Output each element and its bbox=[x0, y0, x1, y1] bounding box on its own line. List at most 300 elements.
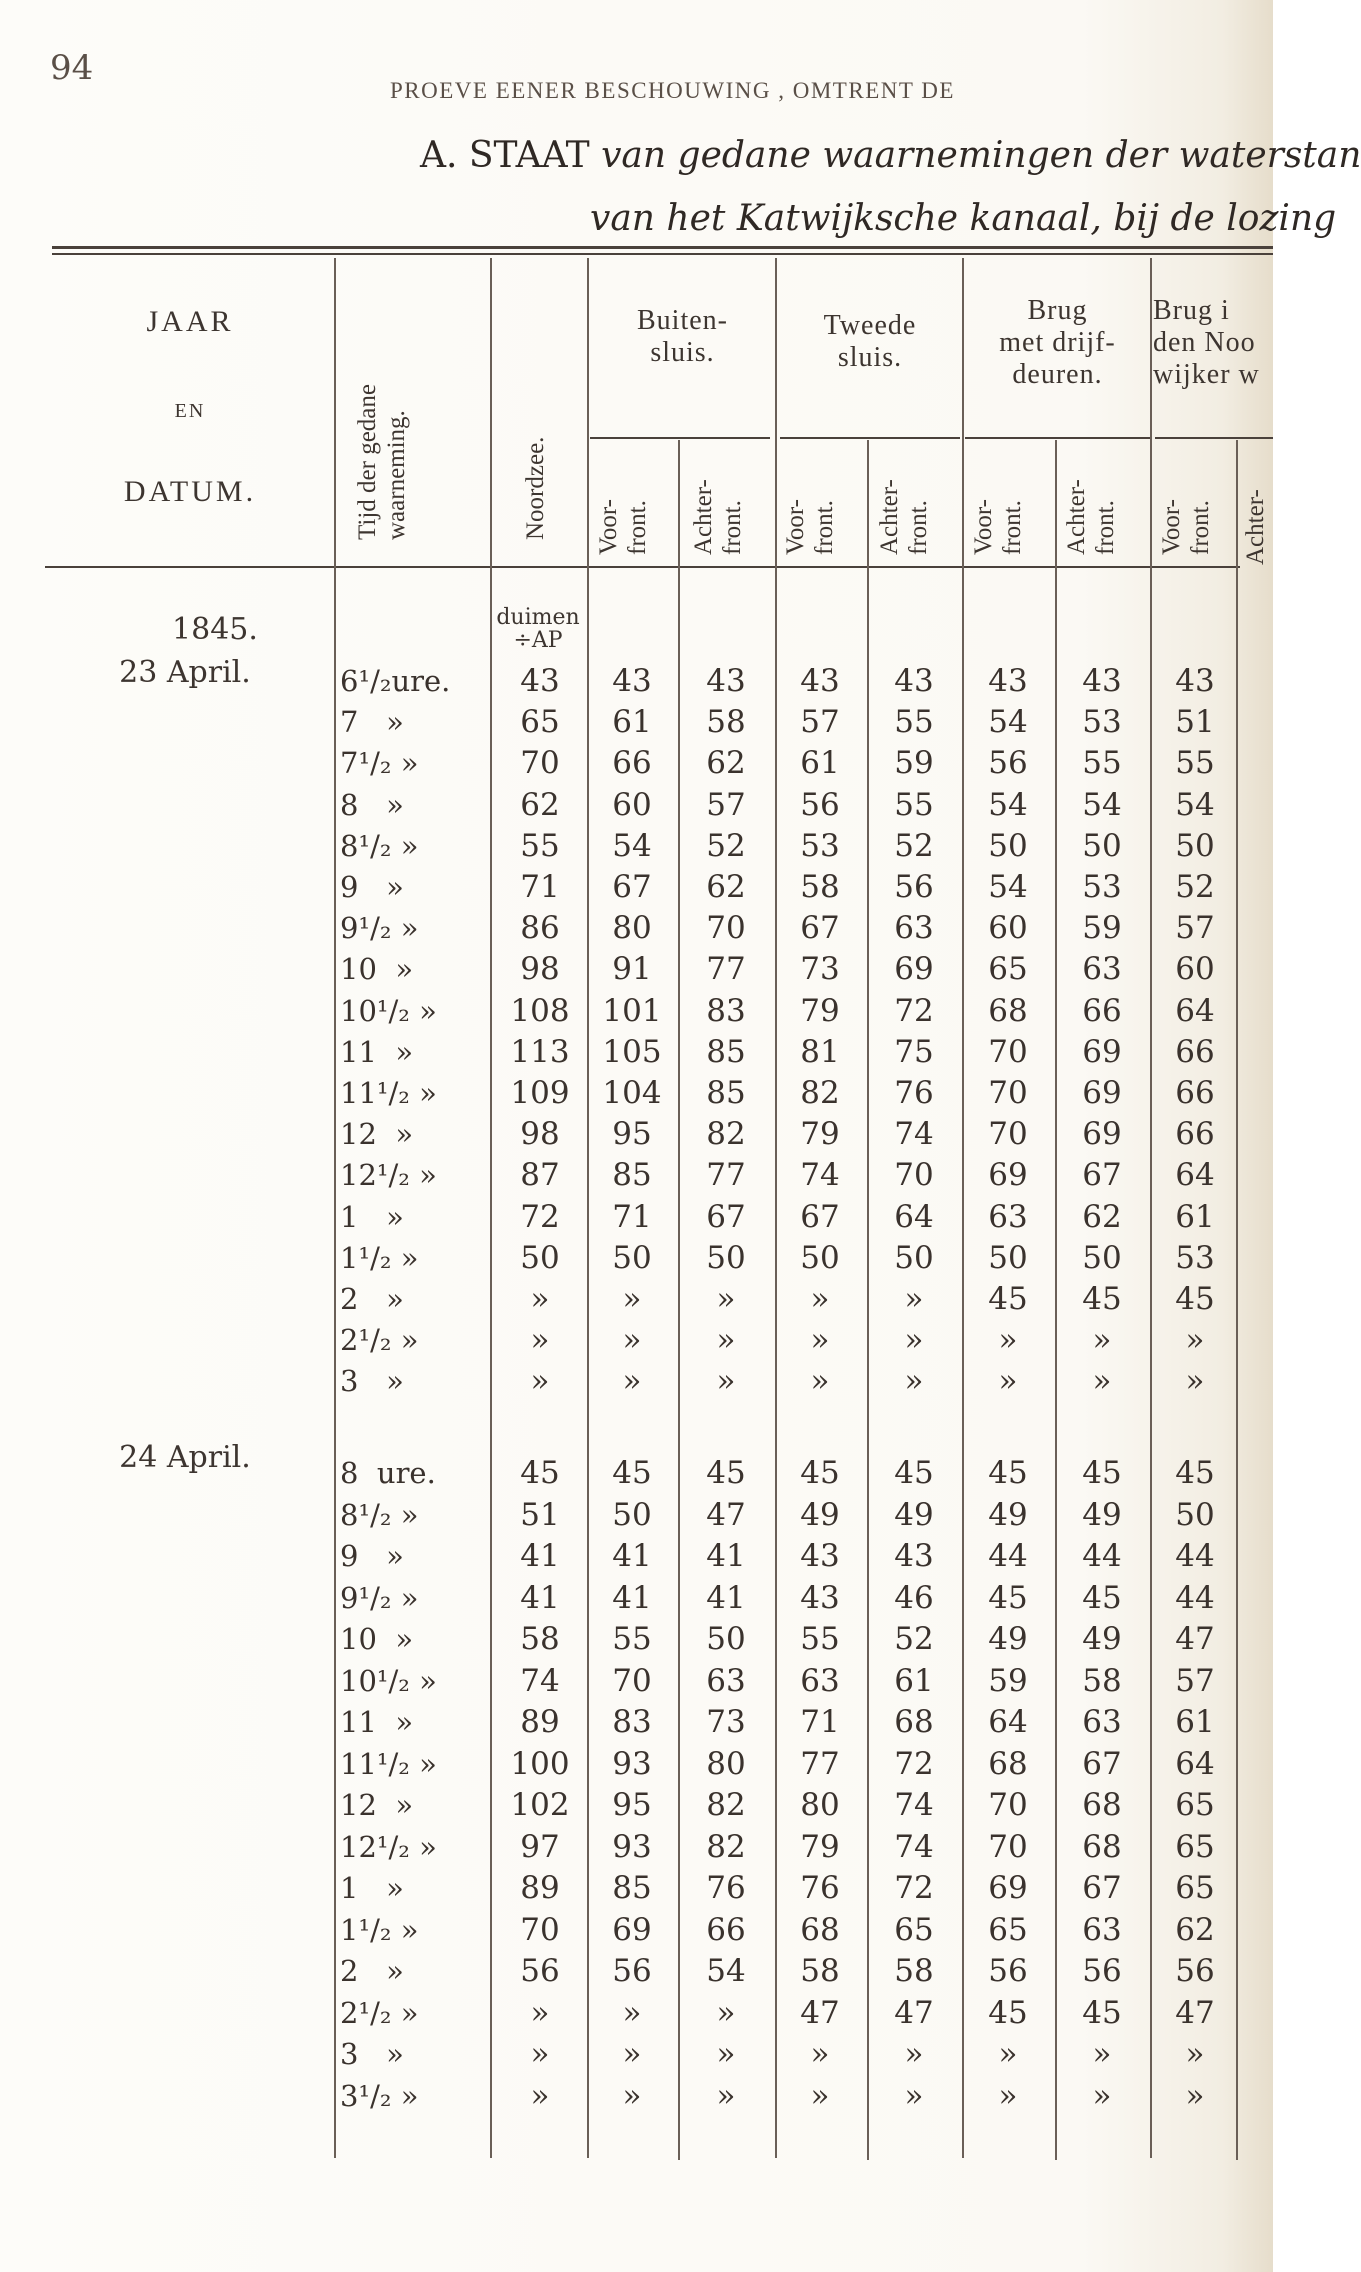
time-cell: 12 » bbox=[340, 1788, 414, 1822]
value-cell: » bbox=[1185, 2077, 1205, 2114]
value-cell: 98 bbox=[520, 951, 560, 988]
value-cell: 67 bbox=[706, 1198, 746, 1235]
value-cell: 50 bbox=[520, 1239, 560, 1276]
value-cell: » bbox=[1092, 2077, 1112, 2114]
value-cell: 45 bbox=[1082, 1281, 1122, 1317]
time-cell: 9 » bbox=[340, 1539, 404, 1573]
value-cell: 41 bbox=[520, 1579, 560, 1616]
time-cell: 12¹/₂ » bbox=[340, 1158, 437, 1193]
value-cell: 68 bbox=[1082, 1787, 1122, 1823]
header-buitensluis-line2: sluis. bbox=[650, 337, 715, 369]
header-tijd-line2: waarneming. bbox=[382, 410, 410, 540]
value-cell: 63 bbox=[800, 1662, 840, 1699]
time-cell: 1 » bbox=[340, 1199, 404, 1234]
header-tijd-line1: Tijd der gedane bbox=[354, 384, 381, 540]
time-cell: 10 » bbox=[340, 1622, 414, 1656]
table-row bbox=[0, 1154, 1273, 1196]
value-cell: 68 bbox=[988, 1745, 1028, 1782]
value-cell: 71 bbox=[520, 869, 560, 905]
value-cell: 70 bbox=[520, 1911, 560, 1948]
value-cell: 43 bbox=[706, 663, 746, 699]
value-cell: 58 bbox=[800, 1953, 840, 1989]
value-cell: 41 bbox=[706, 1579, 746, 1616]
subheader-text: Achter- bbox=[1242, 489, 1269, 565]
value-cell: 79 bbox=[800, 1828, 840, 1865]
date-label-23-april: 23 April. bbox=[119, 655, 251, 690]
table-row bbox=[0, 1618, 1273, 1660]
value-cell: 58 bbox=[1082, 1662, 1122, 1699]
value-cell: 45 bbox=[894, 1455, 934, 1491]
value-cell: » bbox=[622, 1322, 642, 1359]
value-cell: » bbox=[904, 1363, 924, 1400]
value-cell: 69 bbox=[1082, 1116, 1122, 1153]
value-cell: 56 bbox=[1175, 1953, 1215, 1989]
subheader-text: front. bbox=[810, 500, 838, 555]
value-cell: 62 bbox=[706, 869, 746, 905]
table-row bbox=[0, 1319, 1273, 1361]
value-cell: 65 bbox=[1175, 1787, 1215, 1823]
value-cell: 65 bbox=[1175, 1870, 1215, 1906]
value-cell: 85 bbox=[706, 1033, 746, 1070]
value-cell: 47 bbox=[706, 1496, 746, 1533]
table-row bbox=[0, 907, 1273, 949]
value-cell: 93 bbox=[612, 1828, 652, 1865]
value-cell: 66 bbox=[1175, 1033, 1215, 1070]
header-datum: DATUM. bbox=[123, 475, 257, 508]
value-cell: 49 bbox=[1082, 1621, 1122, 1657]
header-tweede-sluis-line2: sluis. bbox=[837, 342, 903, 374]
value-cell: » bbox=[530, 2036, 550, 2072]
value-cell: » bbox=[998, 1363, 1018, 1400]
value-cell: 45 bbox=[1175, 1455, 1215, 1491]
value-cell: 50 bbox=[988, 827, 1028, 864]
table-row bbox=[0, 1237, 1273, 1279]
value-cell: 61 bbox=[1175, 1198, 1215, 1235]
value-cell: 55 bbox=[612, 1621, 652, 1657]
value-cell: » bbox=[810, 2036, 830, 2072]
value-cell: 69 bbox=[1082, 1075, 1122, 1111]
value-cell: 73 bbox=[706, 1704, 746, 1740]
time-cell: 1¹/₂ » bbox=[340, 1912, 419, 1947]
value-cell: 41 bbox=[520, 1538, 560, 1574]
subheader-buiten-voor bbox=[595, 499, 653, 555]
value-cell: 49 bbox=[1082, 1496, 1122, 1533]
value-cell: 68 bbox=[800, 1911, 840, 1948]
value-cell: 81 bbox=[800, 1033, 840, 1070]
time-cell: 11 » bbox=[340, 1705, 414, 1739]
value-cell: 65 bbox=[988, 951, 1028, 988]
value-cell: 43 bbox=[612, 663, 652, 699]
value-cell: 67 bbox=[800, 910, 840, 947]
value-cell: 109 bbox=[510, 1075, 570, 1111]
value-cell: 76 bbox=[894, 1075, 934, 1111]
value-cell: 45 bbox=[1082, 1579, 1122, 1616]
value-cell: 71 bbox=[800, 1704, 840, 1740]
header-bottom-rule bbox=[45, 566, 1240, 568]
value-cell: 59 bbox=[988, 1662, 1028, 1699]
time-cell: 2 » bbox=[340, 1282, 404, 1316]
value-cell: » bbox=[530, 2077, 550, 2114]
value-cell: 43 bbox=[800, 663, 840, 699]
value-cell: 82 bbox=[706, 1116, 746, 1153]
table-row bbox=[0, 1196, 1273, 1238]
value-cell: 41 bbox=[612, 1579, 652, 1616]
value-cell: 57 bbox=[706, 786, 746, 823]
value-cell: 49 bbox=[988, 1496, 1028, 1533]
table-row bbox=[0, 1278, 1273, 1320]
value-cell: 50 bbox=[988, 1239, 1028, 1276]
time-cell: 10¹/₂ » bbox=[340, 993, 437, 1028]
value-cell: 65 bbox=[894, 1911, 934, 1948]
value-cell: 82 bbox=[800, 1075, 840, 1111]
value-cell: 50 bbox=[612, 1496, 652, 1533]
value-cell: 63 bbox=[1082, 1911, 1122, 1948]
value-cell: 58 bbox=[520, 1621, 560, 1657]
value-cell: 64 bbox=[894, 1198, 934, 1235]
table-row bbox=[0, 1072, 1273, 1114]
value-cell: 65 bbox=[988, 1911, 1028, 1948]
value-cell: 74 bbox=[800, 1157, 840, 1194]
table-row bbox=[0, 866, 1273, 908]
value-cell: 63 bbox=[1082, 1704, 1122, 1740]
value-cell: 44 bbox=[988, 1538, 1028, 1574]
value-cell: 74 bbox=[894, 1787, 934, 1823]
value-cell: 43 bbox=[894, 1538, 934, 1574]
value-cell: 65 bbox=[1175, 1828, 1215, 1865]
subheader-text: front. bbox=[1186, 500, 1214, 555]
value-cell: 63 bbox=[988, 1198, 1028, 1235]
value-cell: » bbox=[1185, 1363, 1205, 1400]
value-cell: 113 bbox=[510, 1033, 570, 1070]
table-title bbox=[420, 135, 1361, 176]
table-row bbox=[0, 1031, 1273, 1073]
value-cell: » bbox=[716, 1994, 736, 2031]
table-row bbox=[0, 2075, 1273, 2117]
value-cell: 63 bbox=[1082, 951, 1122, 988]
value-cell: » bbox=[716, 1363, 736, 1400]
value-cell: 47 bbox=[1175, 1994, 1215, 2031]
value-cell: 53 bbox=[800, 827, 840, 864]
value-cell: 105 bbox=[602, 1033, 662, 1070]
value-cell: 61 bbox=[800, 745, 840, 782]
value-cell: 108 bbox=[510, 992, 570, 1029]
subheader-buiten-achter bbox=[690, 479, 748, 555]
value-cell: 70 bbox=[988, 1116, 1028, 1153]
time-cell: 12 » bbox=[340, 1117, 414, 1152]
group-rule-buiten bbox=[590, 437, 770, 439]
value-cell: 50 bbox=[800, 1239, 840, 1276]
value-cell: 66 bbox=[1082, 992, 1122, 1029]
value-cell: 53 bbox=[1082, 869, 1122, 905]
date-label-24-april: 24 April. bbox=[119, 1440, 251, 1475]
value-cell: 70 bbox=[520, 745, 560, 782]
value-cell: 72 bbox=[520, 1198, 560, 1235]
value-cell: 70 bbox=[612, 1662, 652, 1699]
subheader-text: Achter- bbox=[1063, 479, 1090, 555]
value-cell: 56 bbox=[1082, 1953, 1122, 1989]
value-cell: 83 bbox=[706, 992, 746, 1029]
value-cell: 56 bbox=[520, 1953, 560, 1989]
subheader-text: Voor- bbox=[595, 499, 622, 555]
value-cell: 64 bbox=[1175, 992, 1215, 1029]
value-cell: » bbox=[810, 2077, 830, 2114]
subheader-text: Voor- bbox=[970, 499, 997, 555]
value-cell: 45 bbox=[988, 1579, 1028, 1616]
table-row bbox=[0, 1577, 1273, 1619]
value-cell: 52 bbox=[894, 827, 934, 864]
subheader-text: Achter- bbox=[876, 479, 903, 555]
value-cell: 87 bbox=[520, 1157, 560, 1194]
value-cell: 45 bbox=[706, 1455, 746, 1491]
value-cell: 54 bbox=[988, 704, 1028, 741]
time-cell: 7 » bbox=[340, 705, 404, 740]
value-cell: 57 bbox=[1175, 1662, 1215, 1699]
value-cell: 62 bbox=[1082, 1198, 1122, 1235]
value-cell: 46 bbox=[894, 1579, 934, 1616]
table-title-prefix: A. STAAT bbox=[420, 135, 590, 176]
value-cell: 50 bbox=[1082, 827, 1122, 864]
table-row bbox=[0, 1784, 1273, 1826]
value-cell: 47 bbox=[800, 1994, 840, 2031]
value-cell: 44 bbox=[1175, 1538, 1215, 1574]
table-row bbox=[0, 1494, 1273, 1536]
value-cell: 83 bbox=[612, 1704, 652, 1740]
value-cell: 56 bbox=[988, 745, 1028, 782]
value-cell: 85 bbox=[612, 1157, 652, 1194]
value-cell: 64 bbox=[1175, 1157, 1215, 1194]
value-cell: 85 bbox=[706, 1075, 746, 1111]
value-cell: 70 bbox=[988, 1075, 1028, 1111]
subheader-text: front. bbox=[998, 500, 1026, 555]
table-row bbox=[0, 948, 1273, 990]
value-cell: 56 bbox=[988, 1953, 1028, 1989]
value-cell: » bbox=[716, 2036, 736, 2072]
table-row bbox=[0, 784, 1273, 826]
header-brug-noordwijker-line3: wijker w bbox=[1153, 359, 1260, 391]
value-cell: 69 bbox=[988, 1157, 1028, 1194]
value-cell: 51 bbox=[1175, 704, 1215, 741]
header-buitensluis-line1: Buiten- bbox=[637, 305, 728, 336]
table-row bbox=[0, 1113, 1273, 1155]
value-cell: 69 bbox=[988, 1870, 1028, 1906]
value-cell: 45 bbox=[1175, 1281, 1215, 1317]
value-cell: » bbox=[810, 1322, 830, 1359]
subheader-text: Achter- bbox=[690, 479, 717, 555]
subheader-noord-voor bbox=[1158, 499, 1216, 555]
table-row bbox=[0, 1992, 1273, 2034]
value-cell: 44 bbox=[1175, 1579, 1215, 1616]
value-cell: » bbox=[716, 2077, 736, 2114]
value-cell: 52 bbox=[706, 827, 746, 864]
subheader-tweede-achter bbox=[876, 479, 934, 555]
value-cell: 66 bbox=[1175, 1116, 1215, 1153]
time-cell: 11 » bbox=[340, 1034, 414, 1069]
value-cell: 54 bbox=[612, 827, 652, 864]
value-cell: 55 bbox=[800, 1621, 840, 1657]
time-cell: 8 » bbox=[340, 787, 404, 822]
value-cell: 54 bbox=[988, 869, 1028, 905]
value-cell: 55 bbox=[894, 786, 934, 823]
value-cell: 79 bbox=[800, 992, 840, 1029]
value-cell: 43 bbox=[1175, 663, 1215, 699]
value-cell: 80 bbox=[800, 1787, 840, 1823]
header-jaar: JAAR bbox=[146, 305, 234, 338]
table-row bbox=[0, 660, 1273, 702]
value-cell: » bbox=[622, 2077, 642, 2114]
header-brug-noordwijker bbox=[1153, 295, 1273, 392]
value-cell: » bbox=[622, 1281, 642, 1317]
value-cell: 93 bbox=[612, 1745, 652, 1782]
value-cell: 69 bbox=[894, 951, 934, 988]
value-cell: 76 bbox=[706, 1870, 746, 1906]
value-cell: 79 bbox=[800, 1116, 840, 1153]
header-tweede-sluis bbox=[778, 310, 962, 374]
value-cell: 43 bbox=[800, 1538, 840, 1574]
header-noordzee: Noordzee. bbox=[522, 436, 549, 540]
value-cell: 61 bbox=[894, 1662, 934, 1699]
value-cell: 95 bbox=[612, 1116, 652, 1153]
table-row bbox=[0, 742, 1273, 784]
time-cell: 9¹/₂ » bbox=[340, 1580, 419, 1615]
table-row bbox=[0, 1535, 1273, 1577]
table-row bbox=[0, 1909, 1273, 1951]
value-cell: » bbox=[998, 1322, 1018, 1359]
year-label: 1845. bbox=[172, 612, 258, 647]
time-cell: 2¹/₂ » bbox=[340, 1995, 419, 2030]
value-cell: » bbox=[716, 1322, 736, 1359]
subheader-text: front. bbox=[718, 500, 746, 555]
unit-label-line2: ÷AP bbox=[513, 628, 563, 654]
value-cell: » bbox=[622, 2036, 642, 2072]
value-cell: 43 bbox=[1082, 663, 1122, 699]
value-cell: » bbox=[904, 2077, 924, 2114]
value-cell: 82 bbox=[706, 1787, 746, 1823]
value-cell: 60 bbox=[612, 786, 652, 823]
table-row bbox=[0, 1660, 1273, 1702]
subheader-text: Voor- bbox=[782, 499, 809, 555]
value-cell: 50 bbox=[1175, 1496, 1215, 1533]
value-cell: 45 bbox=[988, 1455, 1028, 1491]
value-cell: 63 bbox=[894, 910, 934, 947]
value-cell: 72 bbox=[894, 992, 934, 1029]
header-tweede-sluis-line1: Tweede bbox=[823, 310, 917, 341]
value-cell: 72 bbox=[894, 1745, 934, 1782]
value-cell: 49 bbox=[894, 1496, 934, 1533]
value-cell: 64 bbox=[988, 1704, 1028, 1740]
value-cell: 50 bbox=[1082, 1239, 1122, 1276]
value-cell: » bbox=[622, 1363, 642, 1400]
table-row bbox=[0, 1701, 1273, 1743]
value-cell: 61 bbox=[612, 704, 652, 741]
value-cell: 62 bbox=[520, 786, 560, 823]
time-cell: 12¹/₂ » bbox=[340, 1829, 437, 1864]
value-cell: 55 bbox=[894, 704, 934, 741]
value-cell: 58 bbox=[706, 704, 746, 741]
value-cell: 49 bbox=[800, 1496, 840, 1533]
table-row bbox=[0, 990, 1273, 1032]
value-cell: 43 bbox=[520, 663, 560, 699]
value-cell: 62 bbox=[706, 745, 746, 782]
value-cell: 64 bbox=[1175, 1745, 1215, 1782]
value-cell: 80 bbox=[706, 1745, 746, 1782]
header-brug-drijfdeuren-line2: met drijf- bbox=[999, 327, 1116, 359]
value-cell: » bbox=[530, 1281, 550, 1317]
time-cell: 10 » bbox=[340, 952, 414, 987]
value-cell: 68 bbox=[1082, 1828, 1122, 1865]
subheader-text: front. bbox=[623, 500, 651, 555]
time-cell: 9¹/₂ » bbox=[340, 911, 419, 946]
value-cell: 67 bbox=[612, 869, 652, 905]
value-cell: 55 bbox=[1175, 745, 1215, 782]
group-rule-brug-noord bbox=[1155, 437, 1273, 439]
header-brug-drijfdeuren-line3: deuren. bbox=[1012, 359, 1103, 391]
value-cell: 51 bbox=[520, 1496, 560, 1533]
value-cell: 45 bbox=[988, 1994, 1028, 2031]
value-cell: 65 bbox=[520, 704, 560, 741]
value-cell: 56 bbox=[800, 786, 840, 823]
time-cell: 9 » bbox=[340, 870, 404, 904]
value-cell: 74 bbox=[520, 1662, 560, 1699]
value-cell: 41 bbox=[706, 1538, 746, 1574]
value-cell: 62 bbox=[1175, 1911, 1215, 1948]
value-cell: » bbox=[716, 1281, 736, 1317]
header-brug-drijfdeuren-line1: Brug bbox=[1027, 295, 1088, 326]
value-cell: 50 bbox=[706, 1239, 746, 1276]
value-cell: 72 bbox=[894, 1870, 934, 1906]
value-cell: 70 bbox=[894, 1157, 934, 1194]
group-rule-tweede bbox=[780, 437, 960, 439]
value-cell: » bbox=[1092, 1363, 1112, 1400]
value-cell: 77 bbox=[800, 1745, 840, 1782]
time-cell: 3 » bbox=[340, 1364, 404, 1399]
table-title-line2: van het Katwijksche kanaal, bij de lozing bbox=[590, 198, 1337, 239]
value-cell: 54 bbox=[1082, 786, 1122, 823]
time-cell: 3 » bbox=[340, 2037, 404, 2071]
table-row bbox=[0, 825, 1273, 867]
value-cell: 69 bbox=[612, 1911, 652, 1948]
time-cell: 11¹/₂ » bbox=[340, 1746, 437, 1781]
value-cell: 97 bbox=[520, 1828, 560, 1865]
value-cell: » bbox=[1185, 1322, 1205, 1359]
value-cell: » bbox=[904, 1322, 924, 1359]
header-brug-noordwijker-line2: den Noo bbox=[1153, 327, 1256, 359]
table-row bbox=[0, 1360, 1273, 1402]
value-cell: 45 bbox=[612, 1455, 652, 1491]
value-cell: 41 bbox=[612, 1538, 652, 1574]
value-cell: 104 bbox=[602, 1075, 662, 1111]
value-cell: 66 bbox=[612, 745, 652, 782]
value-cell: 82 bbox=[706, 1828, 746, 1865]
time-cell: 8¹/₂ » bbox=[340, 828, 419, 863]
value-cell: » bbox=[530, 1363, 550, 1400]
value-cell: 44 bbox=[1082, 1538, 1122, 1574]
value-cell: 50 bbox=[894, 1239, 934, 1276]
value-cell: 89 bbox=[520, 1870, 560, 1906]
subheader-text: Voor- bbox=[1158, 499, 1185, 555]
value-cell: 58 bbox=[800, 869, 840, 905]
time-cell: 2¹/₂ » bbox=[340, 1323, 419, 1358]
value-cell: 68 bbox=[988, 992, 1028, 1029]
time-cell: 11¹/₂ » bbox=[340, 1076, 437, 1110]
subheader-text: front. bbox=[1091, 500, 1119, 555]
value-cell: » bbox=[530, 1322, 550, 1359]
value-cell: 43 bbox=[988, 663, 1028, 699]
value-cell: 56 bbox=[612, 1953, 652, 1989]
value-cell: 80 bbox=[612, 910, 652, 947]
subheader-brug-voor bbox=[970, 499, 1028, 555]
top-double-rule-1 bbox=[52, 246, 1273, 249]
value-cell: 77 bbox=[706, 1157, 746, 1194]
